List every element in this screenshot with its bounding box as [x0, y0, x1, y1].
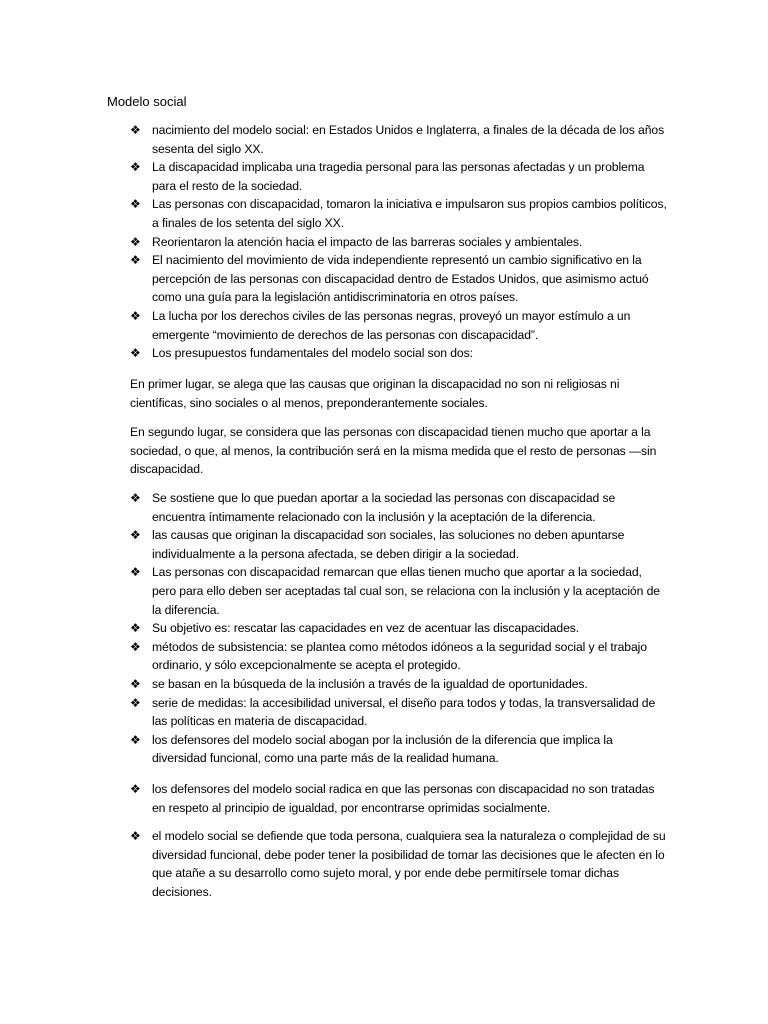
list-item: [107, 731, 667, 768]
list-item-text: el modelo social se defiende que toda persona, cualquiera sea la naturaleza o complejidad de su diversidad funcional, debe poder tener la posibilidad de tomar las decisiones que le afecten en lo que atañe a su desarrollo como sujeto moral, y por ende debe permitírsele tomar dichas decisiones.: [152, 829, 666, 899]
diamond-bullet-icon: ❖: [130, 491, 141, 505]
list-item-text: los defensores del modelo social abogan por la inclusión de la diferencia que implica la diversidad funcional, como una parte más de la realidad humana.: [152, 732, 613, 766]
paragraph-text: En segundo lugar, se considera que las personas con discapacidad tienen mucho que aportar a la sociedad, o que, al menos, la contribución será en la misma medida que el resto de personas —sin discapacidad.: [130, 425, 657, 477]
list-item-text: La lucha por los derechos civiles de las personas negras, proveyó un mayor estímulo a un emergente “movimiento de derechos de las personas con discapacidad”.: [152, 308, 631, 342]
list-item: [107, 233, 667, 252]
diamond-bullet-icon: ❖: [130, 123, 141, 137]
list-item-text: Las personas con discapacidad, tomaron la iniciativa e impulsaron sus propios cambios políticos, a finales de los setenta del siglo XX.: [152, 197, 667, 230]
diamond-bullet-icon: ❖: [130, 782, 141, 796]
list-item: [107, 251, 667, 307]
list-item-text: los defensores del modelo social radica en que las personas con discapacidad no son tratadas en respeto al principio de igualdad, por encontrarse oprimidas socialmente.: [152, 782, 655, 815]
list-item: [107, 638, 667, 675]
list-item: [107, 526, 667, 563]
list-item-text: Se sostiene que lo que puedan aportar a la sociedad las personas con discapacidad se encuentra íntimamente relacionado con la inclusión y la aceptación de la diferencia.: [152, 491, 616, 524]
paragraph-second-premise: [107, 423, 667, 479]
diamond-bullet-icon: ❖: [130, 732, 141, 747]
diamond-bullet-icon: ❖: [130, 308, 141, 323]
diamond-bullet-icon: ❖: [130, 234, 141, 249]
list-item-text: se basan en la búsqueda de la inclusión a través de la igualdad de oportunidades.: [152, 676, 588, 691]
list-item-text: nacimiento del modelo social: en Estados Unidos e Inglaterra, a finales de la década de los años sesenta del siglo XX.: [152, 123, 665, 156]
list-item-text: El nacimiento del movimiento de vida independiente representó un cambio significativo en la percepción de las personas con discapacidad dentro de Estados Unidos, que asimismo actuó como una guía para la legislación antidiscriminatoria en otros países.: [152, 253, 649, 305]
diamond-bullet-icon: ❖: [130, 197, 141, 212]
list-item-text: La discapacidad implicaba una tragedia personal para las personas afectadas y un problema para el resto de la sociedad.: [152, 160, 645, 193]
diamond-bullet-icon: ❖: [130, 695, 141, 710]
list-item: [107, 158, 667, 195]
list-item: [107, 563, 667, 619]
list-item: [107, 780, 667, 817]
diamond-bullet-icon: ❖: [130, 528, 141, 543]
diamond-bullet-icon: ❖: [130, 829, 141, 843]
list-item-text: serie de medidas: la accesibilidad universal, el diseño para todos y todas, la transversalidad de las políticas en materia de discapacidad.: [152, 695, 656, 729]
list-item: [107, 121, 667, 158]
diamond-bullet-icon: ❖: [130, 160, 141, 175]
diamond-bullet-icon: ❖: [130, 621, 141, 636]
list-item: [107, 307, 667, 344]
diamond-bullet-icon: ❖: [130, 676, 141, 691]
diamond-bullet-icon: ❖: [130, 639, 141, 654]
list-item-text: Los presupuestos fundamentales del modelo social son dos:: [152, 346, 473, 361]
page-title: Modelo social: [107, 94, 187, 109]
list-item-text: las causas que originan la discapacidad son sociales, las soluciones no deben apuntarse individualmente a la persona afectada, se deben dirigir a la sociedad.: [152, 528, 625, 561]
list-item: [107, 694, 667, 731]
diamond-bullet-icon: ❖: [130, 565, 141, 580]
list-item: [107, 195, 667, 232]
list-item: [107, 827, 667, 901]
list-item: [107, 344, 667, 363]
list-item: [107, 675, 667, 694]
bullet-list-equality: [107, 780, 667, 817]
list-item: [107, 619, 667, 638]
bullet-list-characteristics: [107, 489, 667, 768]
diamond-bullet-icon: ❖: [130, 253, 141, 268]
diamond-bullet-icon: ❖: [130, 346, 141, 361]
list-item-text: Reorientaron la atención hacia el impacto de las barreras sociales y ambientales.: [152, 234, 583, 249]
list-item-text: métodos de subsistencia: se plantea como métodos idóneos a la seguridad social y el trabajo ordinario, y sólo excepcionalmente se acepta el protegido.: [152, 639, 647, 673]
bullet-list-autonomy: [107, 827, 667, 901]
paragraph-first-premise: [107, 375, 667, 412]
paragraph-text: En primer lugar, se alega que las causas que originan la discapacidad no son ni religiosas ni científicas, sino sociales o al menos, preponderantemente sociales.: [130, 377, 620, 410]
list-item-text: Su objetivo es: rescatar las capacidades en vez de acentuar las discapacidades.: [152, 621, 580, 636]
list-item-text: Las personas con discapacidad remarcan que ellas tienen mucho que aportar a la sociedad, pero para ello deben ser aceptadas tal cual son, se relaciona con la inclusión y la aceptación de la diferencia.: [152, 565, 660, 617]
list-item: [107, 489, 667, 526]
bullet-list-origins: [107, 121, 667, 363]
